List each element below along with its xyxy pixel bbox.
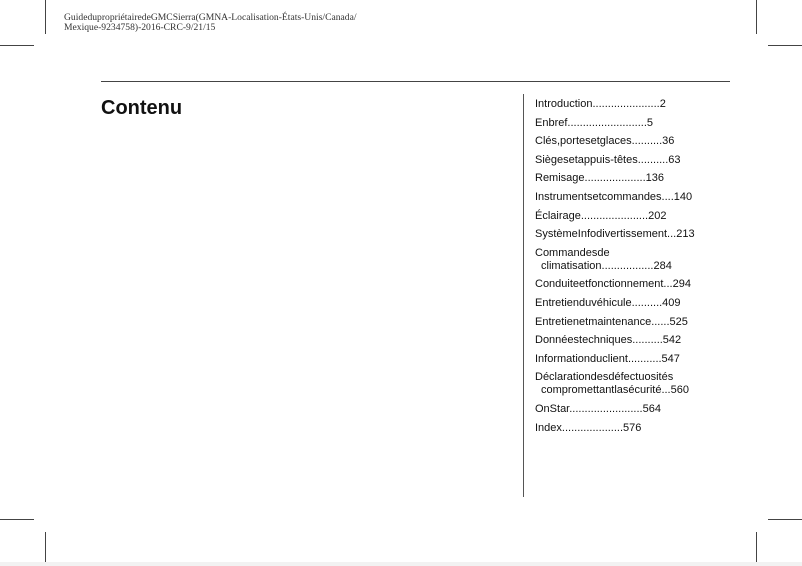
- crop-mark: [45, 532, 46, 566]
- toc-entry[interactable]: Conduiteetfonctionnement...294: [535, 278, 691, 291]
- crop-mark: [756, 0, 757, 34]
- table-of-contents: [535, 98, 735, 440]
- toc-entry[interactable]: Introduction......................2: [535, 98, 666, 110]
- toc-entry[interactable]: Déclarationdesdéfectuosités compromettantlasécurité...560: [535, 371, 689, 397]
- toc-entry[interactable]: Sièges​etappuis-têtes..........63: [535, 153, 681, 166]
- toc-entry[interactable]: Entretienduvéhicule..........409: [535, 296, 681, 309]
- crop-mark: [768, 519, 802, 520]
- column-divider: [523, 94, 524, 497]
- crop-mark: [756, 532, 757, 566]
- header-rule: [101, 81, 730, 82]
- bottom-band: [0, 562, 802, 566]
- toc-entry[interactable]: Enbref..........................5: [535, 116, 653, 129]
- toc-entry[interactable]: Clés,portesetglaces..........36: [535, 135, 675, 148]
- toc-entry[interactable]: Éclairage......................202: [535, 209, 667, 222]
- toc-entry[interactable]: OnStar........................564: [535, 402, 661, 415]
- page-title: Contenu: [101, 97, 183, 119]
- crop-mark: [45, 0, 46, 34]
- toc-entry[interactable]: Index....................576: [535, 421, 642, 434]
- toc-entry[interactable]: Informationduclient...........547: [535, 352, 680, 365]
- header-line-2: Mexique-9234758)-2016-CRC-9/21/15: [64, 22, 216, 33]
- crop-mark: [0, 519, 34, 520]
- crop-mark: [0, 45, 34, 46]
- toc-entry[interactable]: Entretienetmaintenance......525: [535, 315, 688, 328]
- toc-entry[interactable]: Remisage....................136: [535, 172, 664, 185]
- toc-entry[interactable]: Commandesde climatisation.................284: [535, 246, 672, 272]
- crop-mark: [768, 45, 802, 46]
- toc-entry[interactable]: Donnéestechniques..........542: [535, 334, 682, 347]
- toc-entry[interactable]: SystèmeInfodivertissement...213: [535, 228, 695, 241]
- toc-entry[interactable]: Instrumentsetcommandes....140: [535, 190, 693, 203]
- header-line-1: GuidedupropriétairedeGMCSierra(GMNA-Localisation-États-Unis/Canada/: [64, 12, 357, 23]
- document-header: [64, 13, 444, 33]
